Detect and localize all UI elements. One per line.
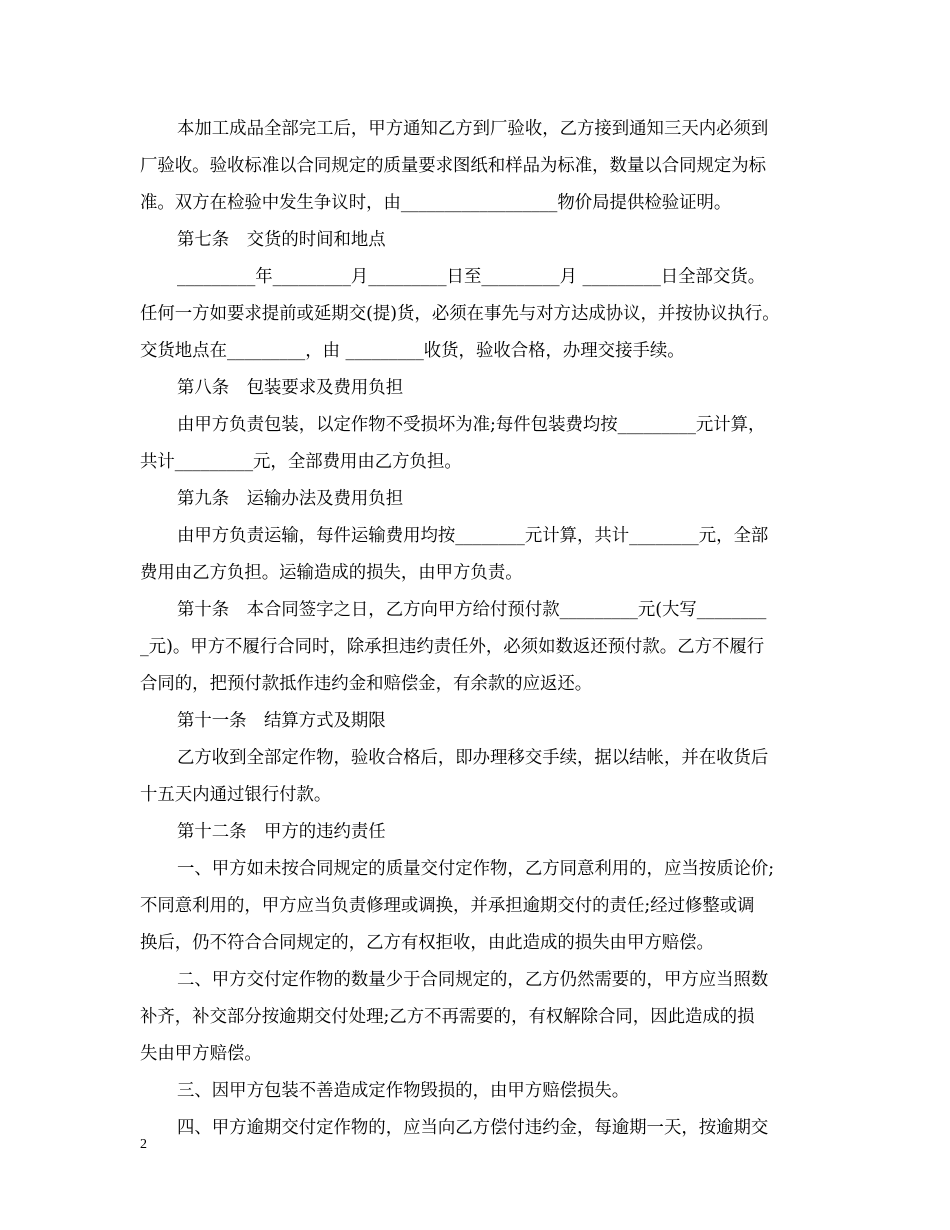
text-line: 不同意利用的，甲方应当负责修理或调换，并承担逾期交付的责任;经过修整或调 <box>140 896 755 916</box>
text-line: 三、因甲方包装不善造成定作物毁损的，由甲方赔偿损失。 <box>177 1081 630 1101</box>
text-line: 第八条 包装要求及费用负担 <box>177 378 404 398</box>
text-line: 一、甲方如未按合同规定的质量交付定作物，乙方同意利用的，应当按质论价; <box>177 859 775 879</box>
text-line: 本加工成品全部完工后，甲方通知乙方到厂验收，乙方接到通知三天内必须到 <box>177 119 769 139</box>
text-line: 补齐，补交部分按逾期交付处理;乙方不再需要的，有权解除合同，因此造成的损 <box>140 1007 755 1027</box>
text-line: 第七条 交货的时间和地点 <box>177 230 386 250</box>
text-line: 交货地点在_________，由 _________收货，验收合格，办理交接手续。 <box>140 341 685 361</box>
text-line: _________年_________月_________日至_________月 _________日全部交货。 <box>177 267 766 287</box>
text-line: 失由甲方赔偿。 <box>140 1044 262 1064</box>
document-body <box>140 111 812 1147</box>
text-line: 第十二条 甲方的违约责任 <box>177 822 386 842</box>
text-line: 合同的，把预付款抵作违约金和赔偿金，有余款的应返还。 <box>140 674 593 694</box>
text-line: 厂验收。验收标准以合同规定的质量要求图纸和样品为标准，数量以合同规定为标 <box>140 156 767 176</box>
text-line: 任何一方如要求提前或延期交(提)货，必须在事先与对方达成协议，并按协议执行。 <box>140 304 780 324</box>
text-line: 第十一条 结算方式及期限 <box>177 711 386 731</box>
text-line: 由甲方负责包装，以定作物不受损坏为准;每件包装费均按_________元计算， <box>177 415 766 435</box>
text-line: 乙方收到全部定作物，验收合格后，即办理移交手续，据以结帐，并在收货后 <box>177 748 769 768</box>
text-line: 共计_________元，全部费用由乙方负担。 <box>140 452 462 472</box>
text-line: 由甲方负责运输，每件运输费用均按________元计算，共计________元，全部 <box>177 526 769 546</box>
text-line: 第九条 运输办法及费用负担 <box>177 489 404 509</box>
text-line: 准。双方在检验中发生争议时，由__________________物价局提供检验证明。 <box>140 193 732 213</box>
text-line: 费用由乙方负担。运输造成的损失，由甲方负责。 <box>140 563 523 583</box>
text-line: 二、甲方交付定作物的数量少于合同规定的，乙方仍然需要的，甲方应当照数 <box>177 970 769 990</box>
text-line: 四、甲方逾期交付定作物的，应当向乙方偿付违约金，每逾期一天，按逾期交 <box>177 1118 769 1138</box>
text-line: _元)。甲方不履行合同时，除承担违约责任外，必须如数返还预付款。乙方不履行 <box>140 637 765 657</box>
page-number: 2 <box>140 1137 147 1152</box>
text-line: 第十条 本合同签字之日，乙方向甲方给付预付款_________元(大写________ <box>177 600 767 620</box>
text-line: 十五天内通过银行付款。 <box>140 785 332 805</box>
text-line: 换后，仍不符合合同规定的，乙方有权拒收，由此造成的损失由甲方赔偿。 <box>140 933 714 953</box>
